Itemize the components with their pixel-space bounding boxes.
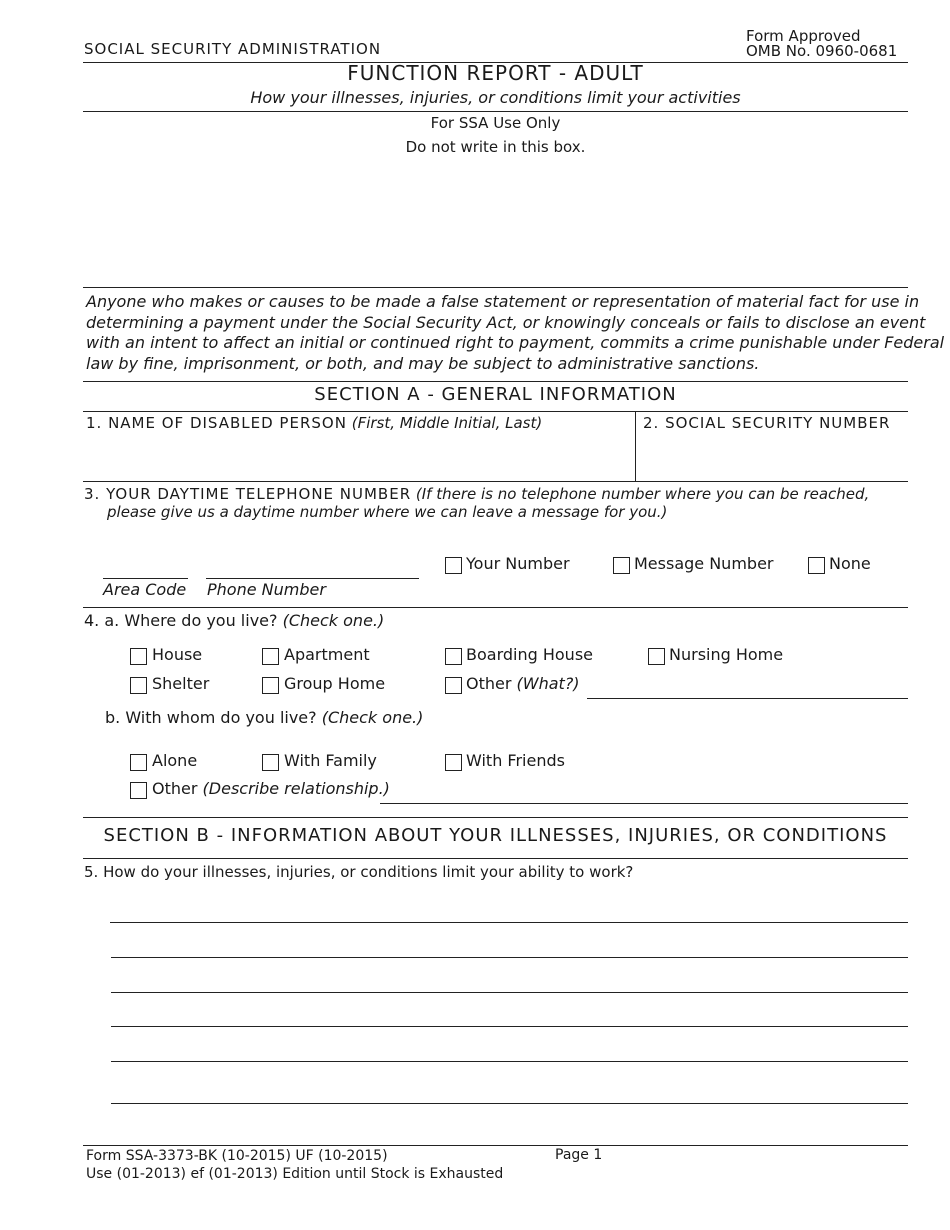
none-checkbox[interactable] bbox=[808, 557, 825, 574]
ssn-field[interactable] bbox=[643, 438, 905, 478]
with-other-text: Other bbox=[152, 779, 198, 798]
none-label: None bbox=[829, 554, 871, 573]
section-b-title: SECTION B - INFORMATION ABOUT YOUR ILLNESSES, INJURIES, OR CONDITIONS bbox=[103, 825, 888, 846]
omb-number: OMB No. 0960-0681 bbox=[746, 42, 898, 60]
do-not-write-label: Do not write in this box. bbox=[405, 138, 586, 156]
nursing-home-label: Nursing Home bbox=[669, 645, 784, 664]
with-other-hint: (Describe relationship.) bbox=[202, 779, 390, 798]
answer-line bbox=[111, 1061, 908, 1062]
edition-note: Use (01-2013) ef (01-2013) Edition until Stock is Exhausted bbox=[86, 1166, 504, 1182]
page-subtitle: How your illnesses, injuries, or conditions limit your activities bbox=[250, 88, 741, 107]
shelter-checkbox[interactable] bbox=[130, 677, 147, 694]
divider bbox=[83, 858, 908, 859]
q3-text: 3. YOUR DAYTIME TELEPHONE NUMBER bbox=[84, 485, 412, 503]
q4b-text: b. With whom do you live? bbox=[105, 708, 317, 727]
shelter-label: Shelter bbox=[152, 674, 210, 693]
live-other-checkbox[interactable] bbox=[445, 677, 462, 694]
alone-checkbox[interactable] bbox=[130, 754, 147, 771]
q4b-hint: (Check one.) bbox=[321, 708, 424, 727]
q2-label: 2. SOCIAL SECURITY NUMBER bbox=[643, 414, 891, 432]
answer-line bbox=[111, 1026, 908, 1027]
phone-number-input[interactable] bbox=[206, 555, 419, 577]
q3-hint-cont: please give us a daytime number where we can leave a message for you.) bbox=[107, 503, 668, 521]
q5-label: 5. How do your illnesses, injuries, or conditions limit your ability to work? bbox=[84, 863, 634, 881]
boarding-house-label: Boarding House bbox=[466, 645, 593, 664]
approval-line: Form Approved bbox=[746, 27, 861, 45]
divider bbox=[83, 817, 908, 818]
live-other-input[interactable] bbox=[590, 674, 906, 696]
answer-line bbox=[111, 1103, 908, 1104]
area-code-input[interactable] bbox=[103, 555, 188, 577]
your-number-checkbox[interactable] bbox=[445, 557, 462, 574]
area-code-line bbox=[103, 578, 188, 579]
divider bbox=[83, 481, 908, 482]
q4b-label bbox=[105, 708, 423, 727]
page-title: FUNCTION REPORT - ADULT bbox=[347, 61, 644, 85]
phone-number-line bbox=[206, 578, 419, 579]
group-home-checkbox[interactable] bbox=[262, 677, 279, 694]
warning-line: with an intent to affect an initial or continued right to payment, commits a crime punishable under Federal bbox=[86, 333, 945, 352]
apartment-checkbox[interactable] bbox=[262, 648, 279, 665]
house-checkbox[interactable] bbox=[130, 648, 147, 665]
q4a-hint: (Check one.) bbox=[282, 611, 385, 630]
warning-line: law by fine, imprisonment, or both, and may be subject to administrative sanctions. bbox=[86, 353, 760, 373]
apartment-label: Apartment bbox=[284, 645, 370, 664]
q3-hint: (If there is no telephone number where you can be reached, bbox=[415, 485, 870, 503]
q1-text: 1. NAME OF DISABLED PERSON bbox=[86, 414, 347, 432]
message-number-label: Message Number bbox=[634, 554, 774, 573]
q4a-label bbox=[84, 611, 384, 630]
divider bbox=[83, 1145, 908, 1146]
answer-line bbox=[111, 957, 908, 958]
alone-label: Alone bbox=[152, 751, 198, 770]
with-other-input[interactable] bbox=[383, 779, 905, 801]
live-other-label bbox=[466, 674, 580, 693]
divider bbox=[83, 111, 908, 112]
with-family-checkbox[interactable] bbox=[262, 754, 279, 771]
with-other-checkbox[interactable] bbox=[130, 782, 147, 799]
q1-hint: (First, Middle Initial, Last) bbox=[351, 414, 543, 432]
with-friends-checkbox[interactable] bbox=[445, 754, 462, 771]
answer-line bbox=[111, 992, 908, 993]
form-id: Form SSA-3373-BK (10-2015) UF (10-2015) bbox=[86, 1148, 388, 1164]
q1-label bbox=[86, 414, 542, 432]
live-other-hint: (What?) bbox=[516, 674, 580, 693]
divider bbox=[83, 381, 908, 382]
with-other-line bbox=[380, 803, 908, 804]
section-a-title: SECTION A - GENERAL INFORMATION bbox=[314, 384, 677, 405]
name-field[interactable] bbox=[86, 438, 631, 478]
group-home-label: Group Home bbox=[284, 674, 386, 693]
live-other-line bbox=[587, 698, 908, 699]
ssa-use-only-label: For SSA Use Only bbox=[430, 114, 561, 132]
divider bbox=[83, 287, 908, 288]
omb-approval bbox=[746, 29, 897, 59]
warning-line: Anyone who makes or causes to be made a false statement or representation of material fact for use in bbox=[86, 292, 920, 311]
with-other-label bbox=[152, 779, 390, 798]
q3-label bbox=[84, 485, 869, 503]
nursing-home-checkbox[interactable] bbox=[648, 648, 665, 665]
form-footer bbox=[86, 1147, 503, 1183]
q4a-text: 4. a. Where do you live? bbox=[84, 611, 278, 630]
answer-line bbox=[110, 922, 908, 923]
with-friends-label: With Friends bbox=[466, 751, 565, 770]
your-number-label: Your Number bbox=[466, 554, 570, 573]
penalty-warning bbox=[86, 292, 944, 374]
agency-name: SOCIAL SECURITY ADMINISTRATION bbox=[84, 40, 382, 58]
with-family-label: With Family bbox=[284, 751, 377, 770]
area-code-label: Area Code bbox=[103, 580, 187, 599]
boarding-house-checkbox[interactable] bbox=[445, 648, 462, 665]
page-number: Page 1 bbox=[555, 1147, 603, 1163]
phone-number-label: Phone Number bbox=[207, 580, 326, 599]
q5-answer-area[interactable] bbox=[110, 885, 908, 1103]
message-number-checkbox[interactable] bbox=[613, 557, 630, 574]
field-divider bbox=[635, 411, 636, 481]
divider bbox=[83, 607, 908, 608]
warning-line: determining a payment under the Social Security Act, or knowingly conceals or fails to disclose an event bbox=[86, 312, 926, 332]
live-other-text: Other bbox=[466, 674, 512, 693]
divider bbox=[83, 411, 908, 412]
house-label: House bbox=[152, 645, 203, 664]
